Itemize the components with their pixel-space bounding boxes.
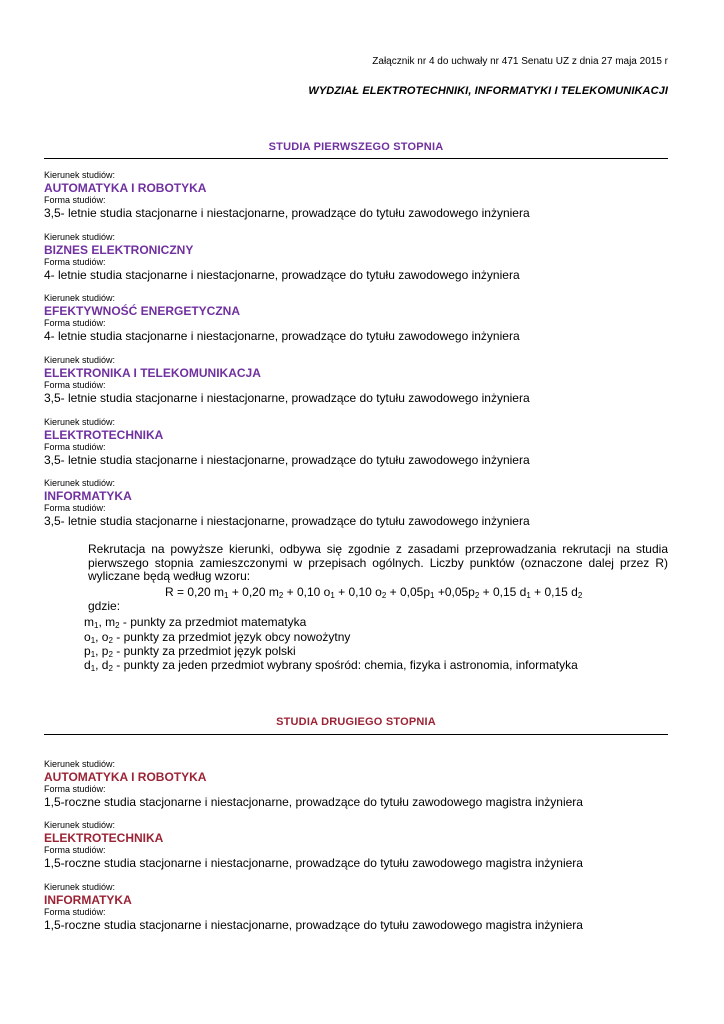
legend-symbol: o — [84, 630, 91, 644]
formula-term: + 0,20 m — [228, 585, 279, 599]
legend-item — [84, 658, 578, 672]
program-name: INFORMATYKA — [44, 489, 132, 503]
field-label: Kierunek studiów: — [44, 355, 116, 365]
recruitment-paragraph: Rekrutacja na powyższe kierunki, odbywa się zgodnie z zasadami przeprowadzania rekrutacji na studia pierwszego stopnia zamieszczonymi w przepisach ogólnych. Liczby punktów (oznaczone dalej przez R) wyliczane będą według wzoru: — [88, 542, 668, 583]
form-label: Forma studiów: — [44, 784, 106, 794]
formula-subscript: 2 — [278, 591, 284, 600]
form-label: Forma studiów: — [44, 503, 106, 513]
program-entry — [44, 882, 684, 932]
legend-symbol: d — [84, 658, 91, 672]
formula-subscript: 1 — [526, 591, 531, 600]
legend-symbol: , m — [98, 615, 116, 629]
legend-description: - punkty za jeden przedmiot wybrany spośród: chemia, fizyka i astronomia, informatyka — [112, 658, 578, 672]
legend-description: - punkty za przedmiot język polski — [112, 644, 296, 658]
legend-subscript: 2 — [108, 636, 113, 645]
formula-subscript: 1 — [430, 591, 435, 600]
formula-subscript: 2 — [474, 591, 480, 600]
formula-subscript: 2 — [381, 591, 387, 600]
formula-term: + 0,15 d — [530, 585, 578, 599]
legend-item — [84, 615, 306, 629]
form-label: Forma studiów: — [44, 257, 106, 267]
formula-subscript: 1 — [224, 591, 229, 600]
first-degree-divider — [44, 158, 668, 159]
program-name: EFEKTYWNOŚĆ ENERGETYCZNA — [44, 304, 241, 318]
first-degree-title: STUDIA PIERWSZEGO STOPNIA — [268, 141, 444, 153]
where-label: gdzie: — [88, 599, 121, 613]
legend-subscript: 1 — [90, 664, 96, 673]
points-formula — [165, 585, 582, 599]
form-label: Forma studiów: — [44, 845, 106, 855]
program-form: 1,5-roczne studia stacjonarne i niestacjonarne, prowadzące do tytułu zawodowego magistra inżyniera — [44, 918, 583, 932]
program-name: ELEKTROTECHNIKA — [44, 428, 164, 442]
legend-item — [84, 630, 350, 644]
field-label: Kierunek studiów: — [44, 882, 116, 892]
program-form: 1,5-roczne studia stacjonarne i niestacjonarne, prowadzące do tytułu zawodowego magistra inżyniera — [44, 856, 583, 870]
program-entry — [44, 355, 684, 405]
formula-term: +0,05p — [434, 585, 475, 599]
legend-subscript: 1 — [90, 636, 96, 645]
legend-symbol: , d — [95, 658, 109, 672]
program-entry — [44, 232, 684, 282]
legend-subscript: 2 — [115, 621, 120, 630]
legend-description: - punkty za przedmiot matematyka — [119, 615, 307, 629]
program-name: AUTOMATYKA I ROBOTYKA — [44, 770, 207, 784]
annex-note: Załącznik nr 4 do uchwały nr 471 Senatu UZ z dnia 27 maja 2015 r — [372, 56, 668, 67]
formula-term: + 0,10 o — [283, 585, 331, 599]
program-form: 3,5- letnie studia stacjonarne i niestacjonarne, prowadzące do tytułu zawodowego inżyniera — [44, 514, 530, 528]
form-label: Forma studiów: — [44, 318, 106, 328]
program-name: AUTOMATYKA I ROBOTYKA — [44, 181, 207, 195]
field-label: Kierunek studiów: — [44, 820, 116, 830]
program-entry — [44, 820, 684, 870]
legend-subscript: 1 — [90, 650, 96, 659]
second-degree-divider — [44, 734, 668, 735]
program-entry — [44, 170, 684, 220]
formula-prefix: R = 0,20 m — [165, 585, 225, 599]
legend-symbol: , p — [95, 644, 109, 658]
field-label: Kierunek studiów: — [44, 478, 116, 488]
form-label: Forma studiów: — [44, 195, 106, 205]
field-label: Kierunek studiów: — [44, 232, 116, 242]
program-form: 4- letnie studia stacjonarne i niestacjonarne, prowadzące do tytułu zawodowego inżyniera — [44, 329, 520, 343]
program-entry — [44, 478, 684, 528]
program-entry — [44, 759, 684, 809]
legend-subscript: 1 — [94, 621, 99, 630]
program-name: BIZNES ELEKTRONICZNY — [44, 243, 194, 257]
formula-term: + 0,10 o — [334, 585, 382, 599]
program-name: ELEKTROTECHNIKA — [44, 831, 164, 845]
form-label: Forma studiów: — [44, 380, 106, 390]
field-label: Kierunek studiów: — [44, 417, 116, 427]
formula-subscript: 2 — [577, 591, 583, 600]
legend-symbol: , o — [95, 630, 109, 644]
legend-item — [84, 644, 296, 658]
program-name: ELEKTRONIKA I TELEKOMUNIKACJA — [44, 366, 261, 380]
second-degree-title: STUDIA DRUGIEGO STOPNIA — [276, 716, 436, 728]
form-label: Forma studiów: — [44, 442, 106, 452]
legend-description: - punkty za przedmiot język obcy nowożytny — [112, 630, 351, 644]
legend-subscript: 2 — [108, 650, 113, 659]
program-form: 4- letnie studia stacjonarne i niestacjonarne, prowadzące do tytułu zawodowego inżyniera — [44, 268, 520, 282]
faculty-title: WYDZIAŁ ELEKTROTECHNIKI, INFORMATYKI I TELEKOMUNIKACJI — [308, 85, 668, 97]
field-label: Kierunek studiów: — [44, 293, 116, 303]
formula-subscript: 1 — [330, 591, 335, 600]
program-form: 3,5- letnie studia stacjonarne i niestacjonarne, prowadzące do tytułu zawodowego inżyniera — [44, 453, 530, 467]
program-form: 1,5-roczne studia stacjonarne i niestacjonarne, prowadzące do tytułu zawodowego magistra inżyniera — [44, 795, 583, 809]
program-form: 3,5- letnie studia stacjonarne i niestacjonarne, prowadzące do tytułu zawodowego inżyniera — [44, 206, 530, 220]
legend-symbol: p — [84, 644, 91, 658]
legend-symbol: m — [84, 615, 94, 629]
program-name: INFORMATYKA — [44, 893, 132, 907]
legend-subscript: 2 — [108, 664, 113, 673]
program-form: 3,5- letnie studia stacjonarne i niestacjonarne, prowadzące do tytułu zawodowego inżyniera — [44, 391, 530, 405]
form-label: Forma studiów: — [44, 907, 106, 917]
field-label: Kierunek studiów: — [44, 759, 116, 769]
program-entry — [44, 417, 684, 467]
field-label: Kierunek studiów: — [44, 170, 116, 180]
formula-term: + 0,05p — [386, 585, 431, 599]
formula-term: + 0,15 d — [479, 585, 527, 599]
program-entry — [44, 293, 684, 343]
